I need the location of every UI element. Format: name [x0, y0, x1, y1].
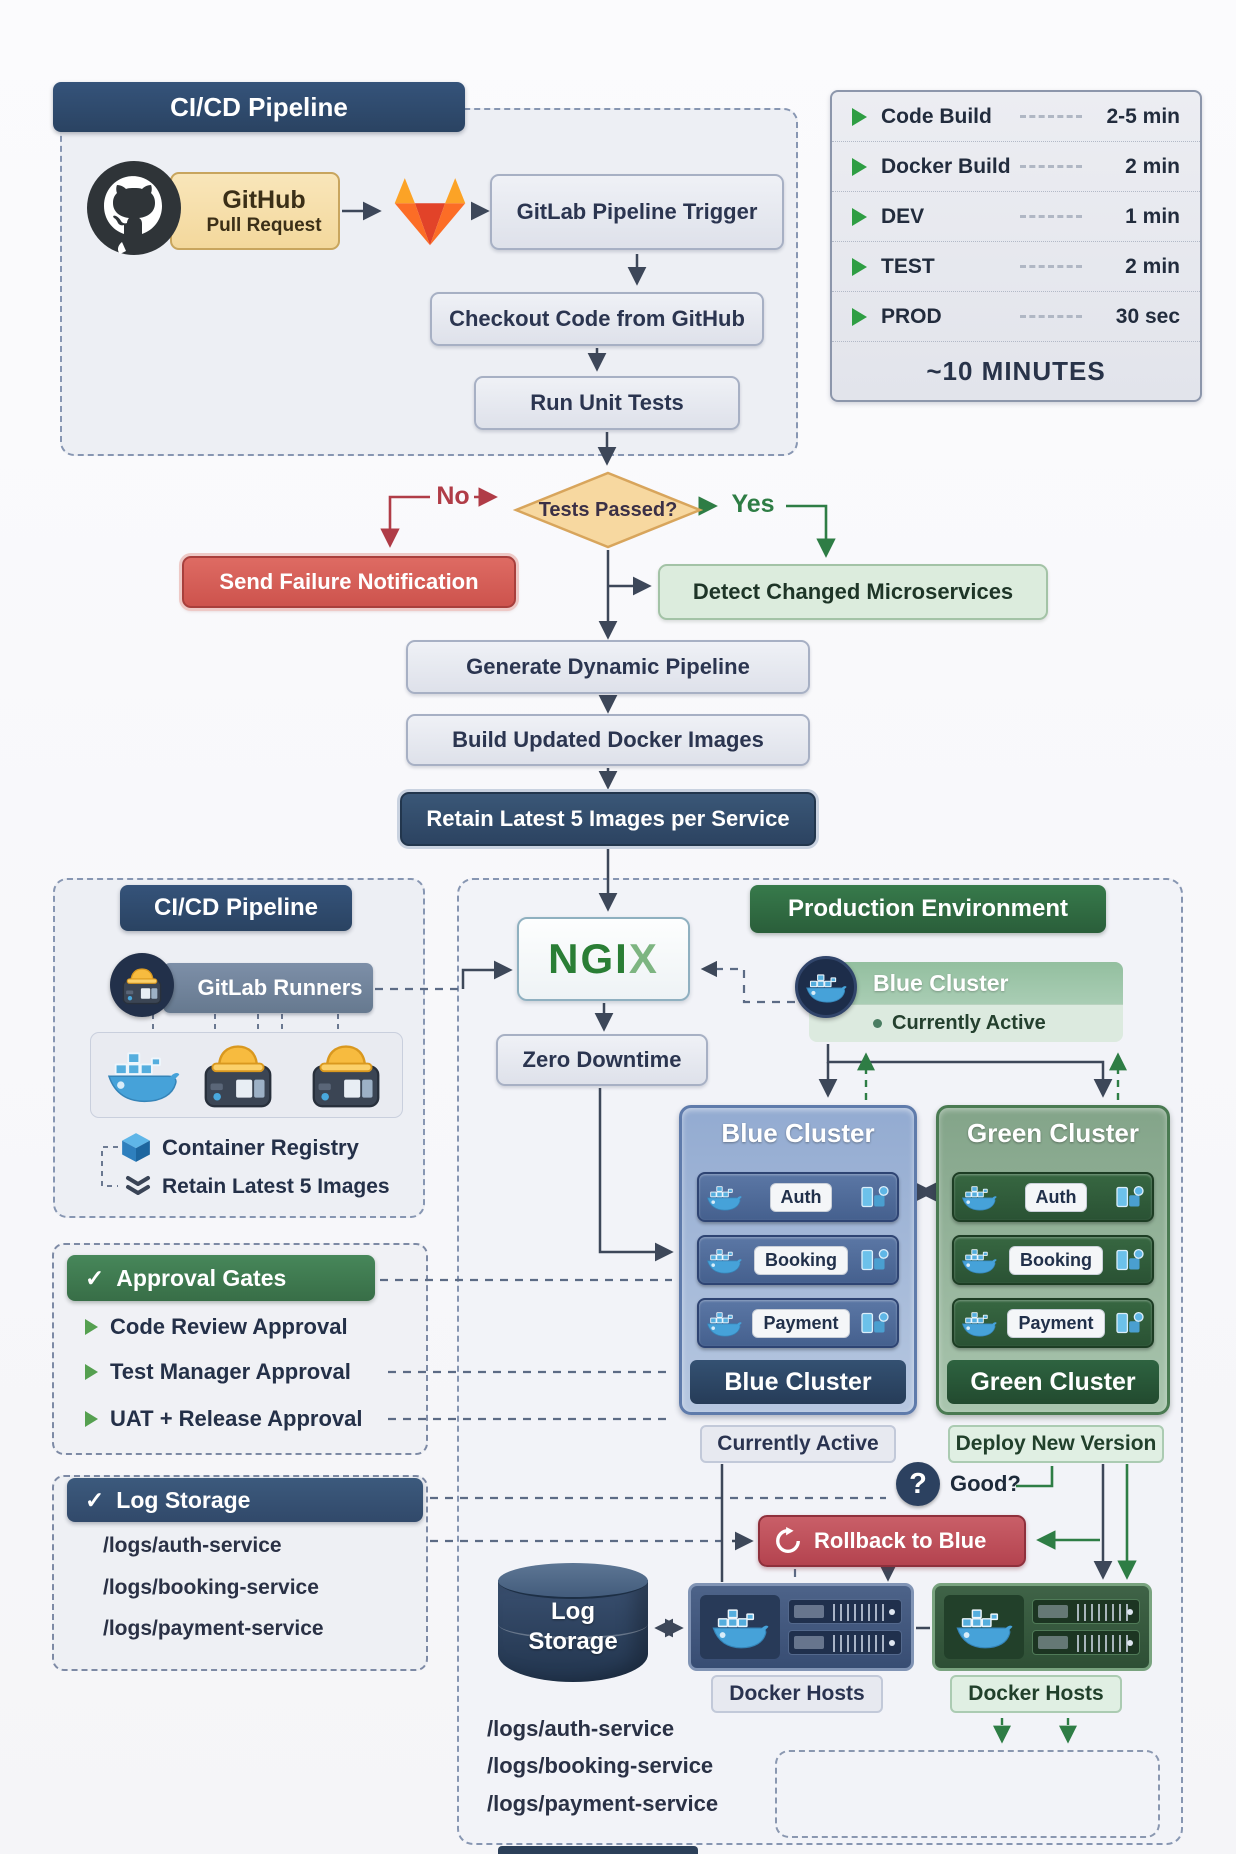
docker-whale-icon [706, 1247, 742, 1274]
approval-gates-header [67, 1255, 375, 1301]
timing-value: 30 sec [1115, 304, 1180, 328]
docker-hosts-green [932, 1583, 1152, 1671]
cylinder-label-line2: Storage [528, 1628, 618, 1655]
play-icon [85, 1411, 98, 1427]
ngix-logo [548, 935, 659, 983]
checkout-node [430, 292, 764, 346]
detect-label: Detect Changed Microservices [692, 579, 1014, 604]
service-label: Booking [1009, 1246, 1103, 1275]
service-label: Payment [1007, 1309, 1104, 1338]
container-registry-label: Container Registry [162, 1135, 359, 1160]
blue-cluster-status-label: Currently Active [717, 1432, 879, 1455]
docker-whale-icon [706, 1310, 742, 1337]
timing-row [832, 242, 1200, 292]
timing-label: Docker Build [881, 154, 1011, 178]
checkout-label: Checkout Code from GitHub [449, 306, 745, 331]
timing-value: 1 min [1125, 204, 1180, 228]
generate-label: Generate Dynamic Pipeline [466, 654, 750, 679]
timing-label: PROD [881, 304, 942, 328]
retain-node [400, 792, 816, 846]
docker-hosts-green-label [950, 1675, 1122, 1713]
docker-hosts-blue [688, 1583, 914, 1671]
service-label: Auth [770, 1183, 833, 1212]
retain-layers-icon [124, 1172, 152, 1198]
blue-cluster-status-tag [700, 1425, 896, 1463]
zero-downtime-node [496, 1034, 708, 1086]
gitlab-trigger-label: GitLab Pipeline Trigger [516, 199, 758, 224]
timing-value: 2-5 min [1106, 104, 1180, 128]
github-title: GitHub [222, 185, 306, 214]
service-label: Auth [1025, 1183, 1088, 1212]
service-row-booking [952, 1235, 1154, 1285]
leader-dashes [1020, 165, 1082, 168]
play-icon [85, 1364, 98, 1380]
ngix-node [517, 917, 690, 1001]
service-icons [860, 1184, 890, 1210]
generate-node [406, 640, 810, 694]
cylinder-top [498, 1563, 648, 1599]
cicd-pipeline-top-title: CI/CD Pipeline [170, 91, 348, 122]
log-storage-header [67, 1478, 423, 1522]
play-icon [852, 308, 867, 326]
timing-label: DEV [881, 204, 925, 228]
service-row-booking [697, 1235, 899, 1285]
retain-images-label: Retain Latest 5 Images [162, 1175, 390, 1198]
run-tests-node [474, 376, 740, 430]
yes-label: Yes [731, 490, 775, 518]
zero-downtime-label: Zero Downtime [522, 1047, 682, 1072]
expansion-placeholder [775, 1750, 1160, 1838]
run-tests-label: Run Unit Tests [530, 390, 684, 415]
log-storage-cylinder [498, 1563, 648, 1697]
active-cluster-status-label: Currently Active [892, 1012, 1046, 1034]
play-icon [852, 158, 867, 176]
play-icon [852, 258, 867, 276]
timing-row [832, 142, 1200, 192]
service-row-auth [952, 1172, 1154, 1222]
log-storage-title: Log Storage [116, 1486, 251, 1513]
approval-item [85, 1357, 351, 1387]
timing-total: ~10 MINUTES [926, 355, 1106, 386]
cicd-pipeline-top-header [53, 82, 465, 132]
timing-summary [830, 90, 1202, 402]
timing-row [832, 292, 1200, 342]
active-cluster-badge-title: Blue Cluster [873, 969, 1009, 996]
gitlab-runners-label: GitLab Runners [197, 975, 363, 1000]
leader-dashes [1020, 115, 1082, 118]
timing-value: 2 min [1125, 254, 1180, 278]
rollback-icon [774, 1527, 802, 1555]
green-cluster-footer: Green Cluster [947, 1360, 1159, 1404]
rollback-node [758, 1515, 1026, 1567]
retain-label: Retain Latest 5 Images per Service [426, 806, 790, 831]
timing-value: 2 min [1125, 154, 1180, 178]
rollback-label: Rollback to Blue [814, 1528, 987, 1553]
docker-whale-icon [961, 1247, 997, 1274]
service-row-auth [697, 1172, 899, 1222]
leader-dashes [1020, 215, 1082, 218]
build-node [406, 714, 810, 766]
failure-label: Send Failure Notification [219, 569, 479, 594]
cicd-runners-title: CI/CD Pipeline [153, 894, 319, 921]
timing-row [832, 192, 1200, 242]
server-slat [1032, 1630, 1140, 1655]
github-node [170, 172, 340, 250]
server-slat [788, 1630, 902, 1655]
approval-item-label: Test Manager Approval [110, 1359, 351, 1384]
approval-item-label: Code Review Approval [110, 1314, 348, 1339]
server-slats [1032, 1595, 1140, 1659]
approval-item [85, 1404, 362, 1434]
timing-label: TEST [881, 254, 935, 278]
service-label: Booking [754, 1246, 848, 1275]
green-cluster-title: Green Cluster [967, 1118, 1139, 1148]
docker-hosts-label: Docker Hosts [729, 1682, 865, 1705]
service-icons [860, 1247, 890, 1273]
gitlab-runners-bar [163, 963, 373, 1013]
tests-passed-label: Tests Passed? [538, 498, 678, 521]
production-title: Production Environment [787, 895, 1068, 922]
container-registry-icon [120, 1131, 152, 1163]
ngix-logo-main: NGI [548, 935, 629, 982]
docker-whale-icon [106, 1048, 180, 1103]
timing-label: Code Build [881, 104, 992, 128]
log-path: /logs/auth-service [103, 1534, 282, 1557]
cutoff-element [498, 1846, 698, 1854]
service-icons [860, 1310, 890, 1336]
docker-hosts-blue-label [711, 1675, 883, 1713]
service-icons [1115, 1310, 1145, 1336]
green-cluster-status-tag [948, 1425, 1164, 1463]
github-subtitle: Pull Request [206, 214, 322, 236]
production-header [750, 885, 1106, 933]
leader-dashes [1020, 265, 1082, 268]
check-icon: ✓ [85, 1264, 105, 1291]
play-icon [852, 208, 867, 226]
timing-row [832, 92, 1200, 142]
detect-node [658, 564, 1048, 620]
service-row-payment [697, 1298, 899, 1348]
log-path: /logs/auth-service [487, 1716, 675, 1741]
active-cluster-status [809, 1004, 1123, 1042]
failure-node [182, 556, 516, 608]
docker-whale-icon [961, 1310, 997, 1337]
cylinder-label [498, 1597, 648, 1657]
service-label: Payment [752, 1309, 849, 1338]
docker-whale-icon [706, 1184, 742, 1211]
service-icons [1115, 1247, 1145, 1273]
status-dot [873, 1019, 882, 1028]
no-label: No [436, 482, 470, 510]
check-icon: ✓ [85, 1486, 105, 1513]
approval-item [85, 1312, 348, 1342]
play-icon [85, 1319, 98, 1335]
approval-gates-title: Approval Gates [116, 1264, 287, 1291]
server-slat [788, 1599, 902, 1624]
log-path: /logs/payment-service [487, 1791, 719, 1816]
blue-cluster-footer: Blue Cluster [690, 1360, 906, 1404]
docker-whale-icon [700, 1595, 780, 1659]
leader-dashes [1020, 315, 1082, 318]
log-path: /logs/payment-service [103, 1617, 324, 1640]
gitlab-trigger-node [490, 174, 784, 250]
service-icons [1115, 1184, 1145, 1210]
github-icon [84, 158, 184, 258]
gitlab-icon [388, 168, 472, 252]
green-cluster-status-label: Deploy New Version [955, 1432, 1157, 1455]
log-path: /logs/booking-service [103, 1576, 319, 1599]
build-label: Build Updated Docker Images [452, 727, 764, 752]
cylinder-label-line1: Log [551, 1598, 595, 1625]
docker-whale-icon [795, 956, 857, 1018]
approval-item-label: UAT + Release Approval [110, 1406, 363, 1431]
docker-whale-icon [944, 1595, 1024, 1659]
gitlab-runner-icon [306, 1038, 386, 1110]
ngix-logo-x: X [628, 935, 659, 982]
gitlab-runner-icon [198, 1038, 278, 1110]
server-slat [1032, 1599, 1140, 1624]
question-icon: ? [896, 1462, 940, 1506]
server-slats [788, 1595, 902, 1659]
docker-whale-icon [961, 1184, 997, 1211]
service-row-payment [952, 1298, 1154, 1348]
good-label: Good? [950, 1471, 1021, 1496]
log-path: /logs/booking-service [487, 1753, 714, 1778]
play-icon [852, 108, 867, 126]
cicd-runners-header [120, 885, 352, 931]
docker-hosts-label: Docker Hosts [968, 1682, 1104, 1705]
blue-cluster-title: Blue Cluster [721, 1118, 875, 1148]
runner-helmet-icon [110, 953, 174, 1017]
